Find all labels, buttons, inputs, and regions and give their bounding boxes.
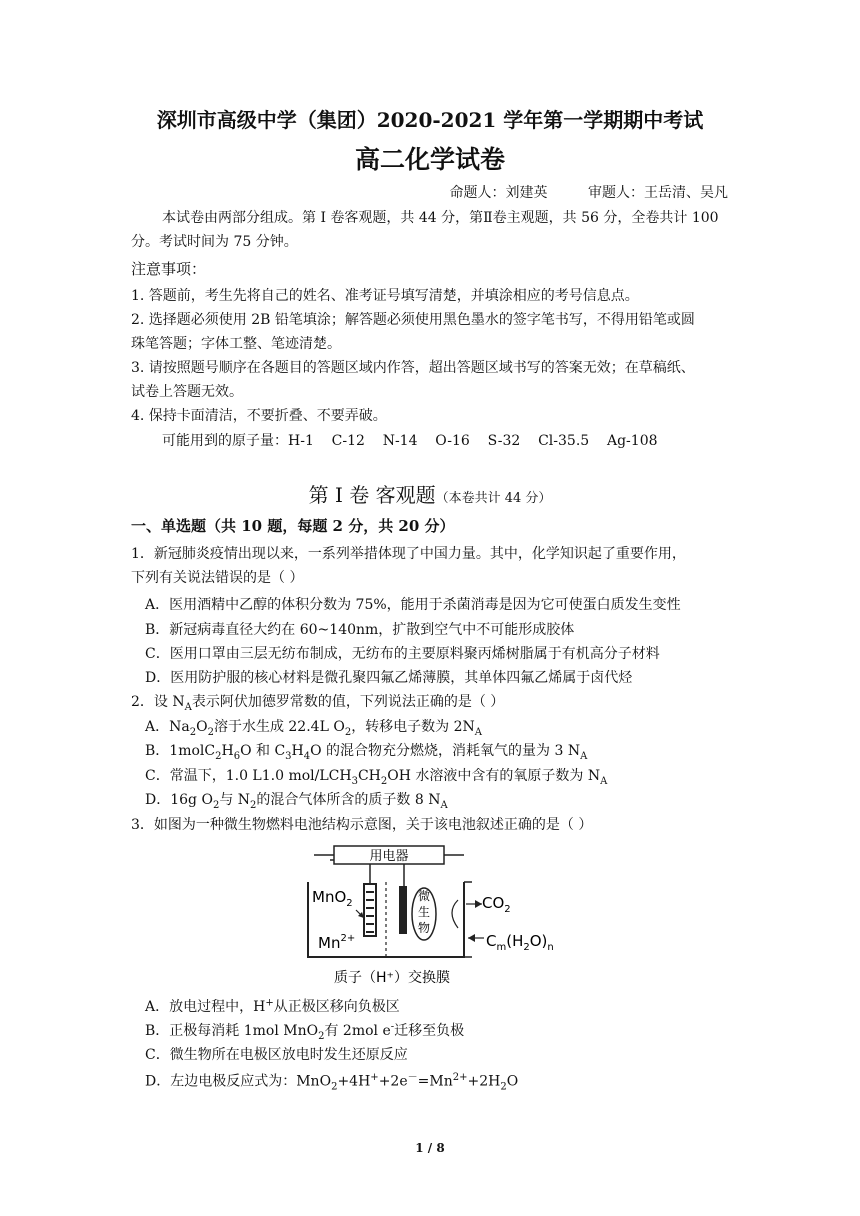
page-number: 1 / 8 [415,1141,445,1155]
microbe-label: 物 [417,921,431,935]
mno2-label: MnO$_2$ [312,888,353,909]
option-c: C．医用口罩由三层无纺布制成，无纺布的主要原料聚丙烯树脂属于有机高分子材料 [145,646,660,662]
note-item: 3. 请按照题号顺序在各题目的答题区域内作答，超出答题区域书写的答案无效；在草稿纸、 [131,360,695,376]
right-electrode [399,886,407,934]
intro-line: 本试卷由两部分组成。第 I 卷客观题，共 44 分，第Ⅱ卷主观题，共 56 分，全卷共计 100 [162,210,719,226]
atomic-masses: 可能用到的原子量：H-1 C-12 N-14 O-16 S-32 Cl-35.5 Ag-108 [162,433,658,449]
option-a: A．放电过程中，H+从正极区移向负极区 [145,997,400,1015]
question-stem: 1．新冠肺炎疫情出现以来，一系列举措体现了中国力量。其中，化学知识起了重要作用， [131,546,686,562]
fuel-cell-diagram [300,842,590,990]
intro-line: 分。考试时间为 75 分钟。 [131,234,298,250]
note-item: 试卷上答题无效。 [131,384,243,400]
subject-title: 高二化学试卷 [354,145,505,174]
option-c: C．常温下，1.0 L1.0 mol/$LCH_3CH_2OH$ 水溶液中含有的氧原子数为 $N_A$ [145,768,608,787]
option-c: C．微生物所在电极区放电时发生还原反应 [145,1047,408,1063]
option-b: B．正极每消耗 1mol MnO$_2$有 2mol e-迁移至负极 [145,1021,465,1042]
section-subtitle: （本卷共计 44 分） [435,491,552,506]
device-label: 用电器 [369,849,409,864]
carbohydrate-label: $C_m(H_2O)_n$ [486,932,554,953]
diagram-caption: 质子（H⁺）交换膜 [334,970,450,986]
option-b: B．$1molC_2H_6O$ 和 $C_3H_4O$ 的混合物充分燃烧，消耗氧气的量为 3 $N_A$ [145,743,588,762]
note-item: 珠笔答题；字体工整、笔迹清楚。 [131,336,341,352]
note-item: 2. 选择题必须使用 2B 铅笔填涂；解答题必须使用黑色墨水的签字笔书写，不得用铅笔或圆 [131,312,695,328]
section-heading [0,479,860,508]
option-a: A．$Na_2O_2$溶于水生成 22.4L $O_2$，转移电子数为 $2N_A$ [145,719,483,738]
part-title: 一、单选题（共 10 题，每题 2 分，共 20 分） [131,517,455,535]
option-a: A．医用酒精中乙醇的体积分数为 75%，能用于杀菌消毒是因为它可使蛋白质发生变性 [145,597,681,613]
exam-title: 深圳市高级中学（集团）2020-2021 学年第一学期期中考试 [156,108,704,132]
microbe-label: 生 [417,905,431,919]
mn2-label: $Mn^{2+}$ [318,933,356,952]
notes-title: 注意事项： [131,260,207,278]
exam-setters [450,182,728,202]
option-d: D．左边电极反应式为：$MnO_2+4H^++2e^-=Mn^{2+}+2H_2O$ [145,1072,519,1093]
author-label: 命题人：刘建英 [449,185,548,201]
question-stem: 下列有关说法错误的是（ ） [131,570,304,586]
note-item: 4. 保持卡面清洁，不要折叠、不要弄破。 [131,408,387,424]
microbe-label: 微 [417,889,431,903]
intro-paragraph [131,206,735,254]
section-title: 第 I 卷 客观题 [308,483,436,507]
reviewer-label: 审题人：王岳清、吴凡 [588,185,728,201]
option-d: D．医用防护服的核心材料是微孔聚四氟乙烯薄膜，其单体四氟乙烯属于卤代烃 [145,670,633,686]
option-b: B．新冠病毒直径大约在 60~140nm，扩散到空气中不可能形成胶体 [145,622,575,638]
option-d: D．16g $O_2$与 $N_2$的混合气体所含的质子数 8 $N_A$ [145,792,448,811]
note-item: 1. 答题前，考生先将自己的姓名、准考证号填写清楚，并填涂相应的考号信息点。 [131,288,639,304]
question-stem: 3．如图为一种微生物燃料电池结构示意图，关于该电池叙述正确的是（ ） [131,817,593,833]
co2-label: $CO_2$ [482,894,511,915]
question-stem: 2．设 $N_A$表示阿伏加德罗常数的值，下列说法正确的是（ ） [131,694,505,713]
